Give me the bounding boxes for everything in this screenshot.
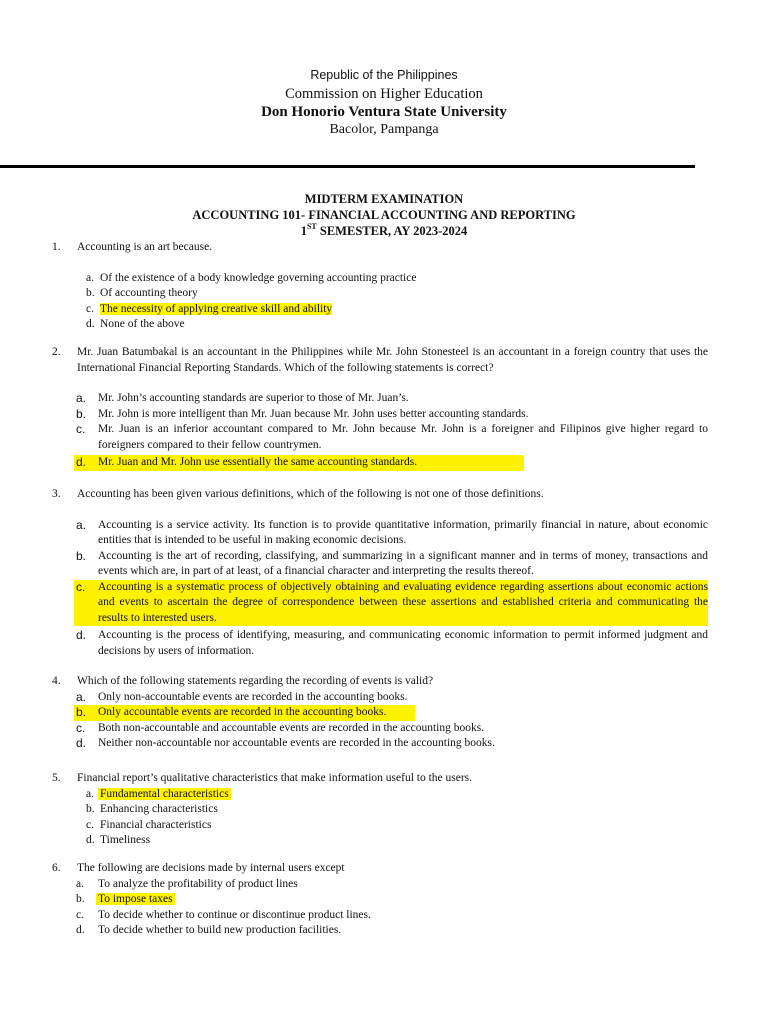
option-text-highlighted: Only accountable events are recorded in the accounting books. [98, 706, 387, 718]
question-text: Financial report’s qualitative characteristics that make information useful to the users. [77, 772, 473, 784]
option-d[interactable] [0, 833, 768, 849]
option-d[interactable] [0, 317, 768, 333]
option-text-highlighted: To impose taxes [98, 893, 173, 905]
question-1 [0, 240, 768, 333]
option-text: To decide whether to continue or discontinue product lines. [98, 908, 371, 921]
university-name: Don Honorio Ventura State University [261, 104, 507, 120]
semester-sup: ST [306, 222, 317, 231]
option-letter: a. [86, 271, 94, 284]
question-number: 2. [52, 346, 61, 358]
option-b[interactable] [0, 549, 768, 580]
commission-line: Commission on Higher Education [285, 86, 483, 102]
option-text: None of the above [100, 318, 185, 330]
option-a[interactable] [0, 518, 768, 549]
option-a[interactable] [0, 391, 768, 407]
option-c[interactable] [0, 818, 768, 834]
option-letter: a. [76, 517, 87, 532]
option-c[interactable] [0, 422, 768, 453]
question-number: 4. [52, 675, 61, 687]
question-text: Accounting has been given various definitions, which of the following is not one of those definitions. [77, 488, 544, 500]
option-letter: a. [76, 689, 87, 704]
question-number: 6. [52, 862, 61, 874]
option-letter: d. [86, 834, 95, 846]
question-2 [0, 345, 768, 471]
question-5 [0, 771, 768, 849]
university-location: Bacolor, Pampanga [329, 122, 439, 137]
option-text: Neither non-accountable nor accountable events are recorded in the accounting books. [98, 737, 495, 749]
question-number: 1. [52, 241, 61, 253]
option-text: To decide whether to build new production facilities. [98, 924, 342, 936]
semester-num: 1 [300, 224, 307, 238]
course-title: ACCOUNTING 101- FINANCIAL ACCOUNTING AND REPORTING [192, 208, 576, 222]
question-6 [0, 861, 768, 939]
option-b[interactable] [0, 407, 768, 423]
question-text: The following are decisions made by internal users except [77, 862, 345, 874]
option-letter: d. [76, 628, 87, 642]
option-letter: c. [76, 908, 84, 921]
option-text: Of the existence of a body knowledge governing accounting practice [100, 271, 417, 284]
option-c[interactable] [0, 302, 768, 318]
option-text: Mr. John is more intelligent than Mr. Juan because Mr. John uses better accounting standards. [98, 407, 529, 420]
option-text: Both non-accountable and accountable events are recorded in the accounting books. [98, 721, 485, 734]
option-letter: b. [76, 893, 85, 905]
option-b[interactable] [0, 892, 768, 908]
option-text: Timeliness [100, 834, 151, 846]
option-d[interactable] [0, 923, 768, 939]
question-text: Accounting is an art because. [77, 241, 213, 253]
option-letter: b. [86, 803, 95, 815]
question-text: Which of the following statements regarding the recording of events is valid? [77, 675, 434, 687]
option-letter: d. [76, 455, 87, 469]
question-text: Mr. Juan Batumbakal is an accountant in the Philippines while Mr. John Stonesteel is an accountant in a foreign country that uses the International Financial Reporting Standards. Which of the following statements is correct? [77, 346, 708, 374]
republic-line: Republic of the Philippines [310, 68, 458, 82]
option-d[interactable] [74, 455, 524, 471]
question-4 [0, 674, 768, 752]
option-letter: a. [86, 787, 94, 800]
option-letter: b. [76, 406, 87, 421]
option-letter: c. [86, 818, 94, 831]
option-text-highlighted: The necessity of applying creative skill and ability [100, 302, 333, 315]
option-letter: a. [76, 391, 87, 405]
option-a[interactable] [0, 271, 768, 287]
option-a[interactable] [0, 787, 768, 803]
option-letter: b. [76, 705, 87, 719]
option-text-highlighted: Accounting is a systematic process of objectively obtaining and evaluating evidence regarding assertions about economic actions and events to ascertain the degree of correspondence between these assertions and established criteria and communicating the results to interested users. [98, 580, 708, 624]
option-text: Mr. Juan is an inferior accountant compared to Mr. John because Mr. John is a foreigner and Filipinos give higher regard to foreigners compared to their fellow countrymen. [98, 423, 708, 451]
option-a[interactable] [0, 877, 768, 893]
option-c[interactable] [74, 580, 708, 627]
option-text-highlighted: Fundamental characteristics [100, 787, 229, 800]
header-divider [0, 165, 695, 168]
option-text: Mr. John’s accounting standards are superior to those of Mr. Juan’s. [98, 392, 409, 404]
option-a[interactable] [0, 690, 768, 706]
option-text: To analyze the profitability of product lines [98, 877, 298, 890]
option-c[interactable] [0, 721, 768, 737]
option-letter: b. [76, 548, 87, 563]
option-letter: d. [86, 318, 95, 330]
option-text: Accounting is the art of recording, classifying, and summarizing in a significant manner and in terms of money, transactions and events which are, in part of at least, of a financial character and interpreting the results thereof. [98, 549, 708, 577]
option-letter: c. [76, 720, 86, 735]
option-b[interactable] [0, 286, 768, 302]
option-letter: d. [76, 736, 87, 750]
option-letter: c. [86, 302, 94, 315]
option-b[interactable] [74, 705, 415, 721]
exam-title: MIDTERM EXAMINATION [304, 192, 464, 206]
option-b[interactable] [0, 802, 768, 818]
option-letter: c. [76, 422, 86, 436]
option-text: Accounting is a service activity. Its function is to provide quantitative information, primarily financial in nature, about economic entities that is intended to be useful in making economic decisions. [98, 518, 708, 546]
option-letter: a. [76, 877, 84, 890]
question-3 [0, 487, 768, 659]
option-letter: c. [76, 579, 86, 594]
option-text: Of accounting theory [100, 287, 198, 299]
semester-line [0, 224, 768, 239]
option-text: Accounting is the process of identifying, measuring, and communicating economic information to permit informed judgment and decisions by users of information. [98, 629, 708, 657]
option-text-highlighted: Mr. Juan and Mr. John use essentially the same accounting standards. [98, 456, 418, 468]
option-c[interactable] [0, 908, 768, 924]
option-letter: b. [86, 287, 95, 299]
option-letter: d. [76, 924, 85, 936]
question-number: 5. [52, 772, 61, 784]
option-text: Financial characteristics [100, 818, 212, 831]
option-text: Only non-accountable events are recorded in the accounting books. [98, 690, 408, 703]
question-number: 3. [52, 488, 61, 500]
option-d[interactable] [0, 628, 768, 659]
option-d[interactable] [0, 736, 768, 752]
semester-rest: SEMESTER, AY 2023-2024 [316, 224, 468, 238]
option-text: Enhancing characteristics [100, 803, 218, 815]
